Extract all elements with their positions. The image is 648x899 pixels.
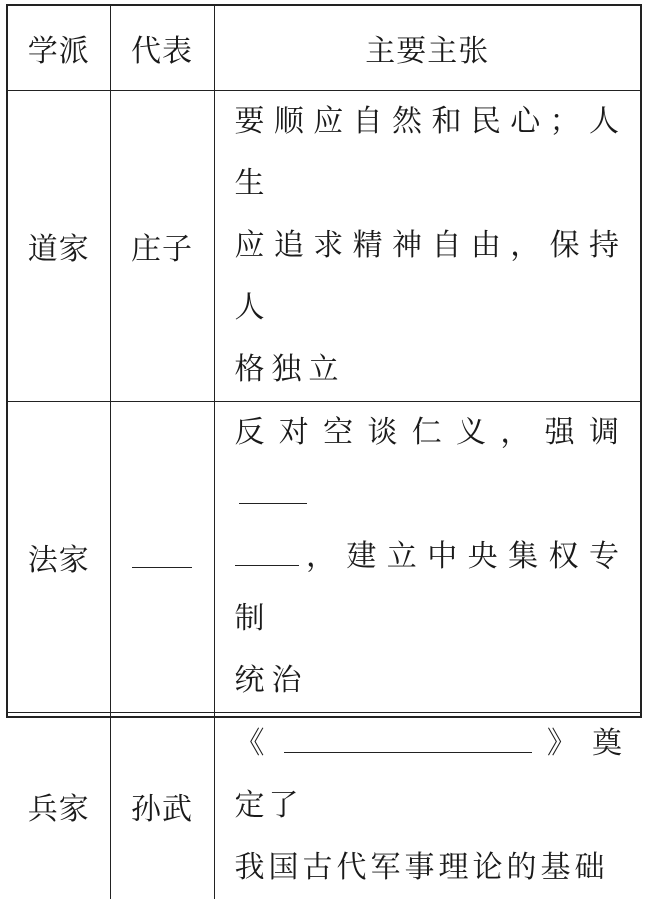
ideas-line: 应追求精神自由，保持人 — [234, 227, 626, 325]
ideas-text: 《 — [234, 725, 280, 761]
table-row-military — [8, 712, 640, 899]
header-ideas: 主要主张 — [214, 6, 640, 90]
ideas-cell — [214, 712, 640, 899]
school-cell: 道家 — [8, 90, 110, 401]
header-school: 学派 — [8, 6, 110, 90]
ideas-line: 要顺应自然和民心；人生 — [234, 103, 626, 201]
ideas-text: 统治 — [234, 662, 309, 698]
ideas-cell — [214, 90, 640, 401]
ideas-text: 反对空谈仁义，强调 — [234, 414, 626, 450]
table-header-row — [8, 6, 640, 90]
fill-in-blank[interactable] — [132, 537, 192, 568]
representative-cell: 孙武 — [110, 712, 214, 899]
table-row-legalism — [8, 401, 640, 712]
ideas-line: 我国古代军事理论的基础 — [234, 849, 609, 885]
ideas-cell — [214, 401, 640, 712]
schools-of-thought-table — [8, 6, 640, 899]
ideas-text: ，建立中央集权专制 — [234, 538, 626, 636]
ideas-line: 格独立 — [234, 351, 346, 387]
ideas-text: 》奠定了 — [234, 725, 627, 823]
representative-cell: 庄子 — [110, 90, 214, 401]
table-row-daoism — [8, 90, 640, 401]
school-cell: 兵家 — [8, 712, 110, 899]
fill-in-blank[interactable] — [235, 535, 299, 566]
representative-cell — [110, 401, 214, 712]
school-cell: 法家 — [8, 401, 110, 712]
fill-in-blank[interactable] — [239, 473, 307, 504]
fill-in-blank[interactable] — [284, 722, 532, 753]
header-representative: 代表 — [110, 6, 214, 90]
comparison-table-frame — [6, 4, 642, 885]
